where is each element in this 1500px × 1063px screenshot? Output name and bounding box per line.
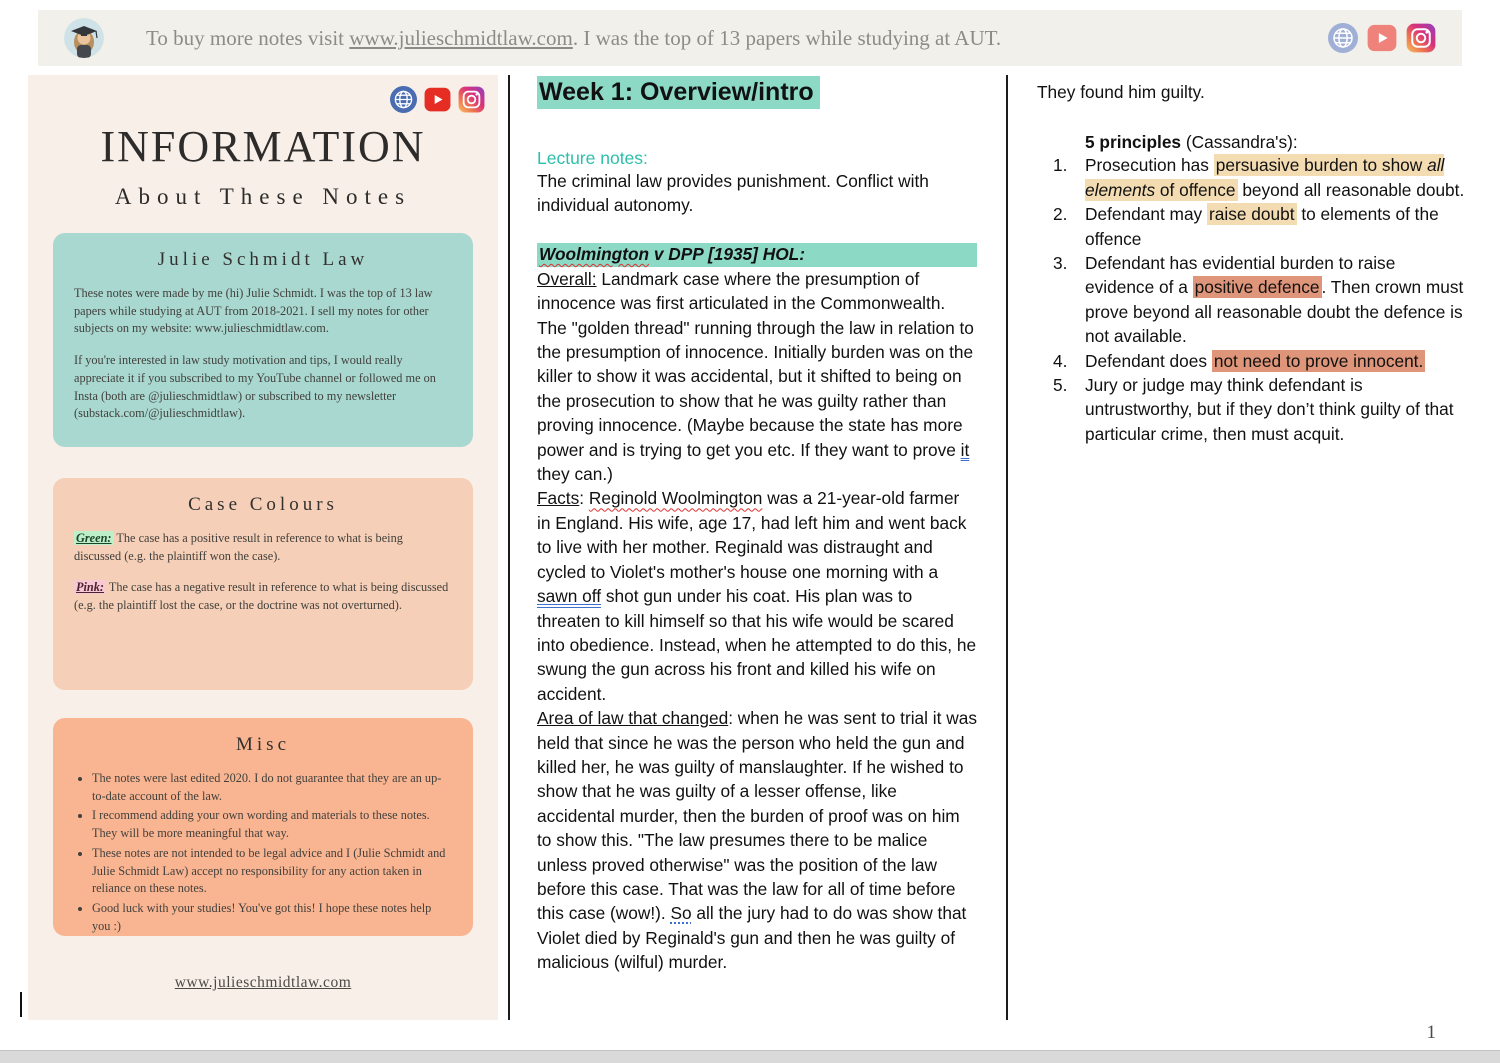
- overall-label: Overall:: [537, 268, 597, 289]
- info-subtitle: About These Notes: [114, 184, 412, 209]
- principles-heading-rest: (Cassandra's):: [1181, 132, 1298, 153]
- about-card-paragraph: If you're interested in law study motivation and tips, I would really appreciate it if you subscribed to my YouTube channel or followed me on Insta (both are @julieschmidtlaw) or subscribed to my newsletter (substack.com/@julieschmidtlaw).: [74, 353, 436, 421]
- window-bottom-strip: [0, 1050, 1500, 1063]
- youtube-icon[interactable]: [424, 86, 451, 113]
- promo-banner: [38, 10, 1462, 66]
- week-title: [537, 78, 977, 107]
- principle-text: . Then crown must prove beyond all reasonable doubt the defence is not available.: [1085, 277, 1464, 347]
- green-label: Green:: [76, 531, 112, 545]
- about-card-title: Julie Schmidt Law: [157, 249, 369, 270]
- text-cursor: [20, 992, 22, 1017]
- principle-item: [1037, 202, 1465, 251]
- case-heading: [537, 243, 977, 267]
- week-title-text: Week 1: Overview/intro: [537, 76, 820, 109]
- area-of-law-text: : when he was sent to trial it was held that since he was the person who held the gun and killed her, he was guilty of manslaughter. If he wished to show that he was guilty of a lesser offense, like accidental murder, then the burden of proof was on him to show this. "The law presumes there to be malice unless proved otherwise" was the position of the law before this case. That was the law for all of time before this case (wow!).: [537, 708, 977, 924]
- grammar-mark: sawn off: [537, 586, 602, 607]
- facts-text: shot gun under his coat. His plan was to threaten to kill himself so that his wife would be scared into obedience. Instead, when he attempted to do this, he swung the gun across his front and killed his wife on accident.: [537, 586, 977, 704]
- overall-paragraph: [537, 267, 977, 487]
- misc-bullet-list: [74, 770, 452, 935]
- banner-website-link[interactable]: www.julieschmidtlaw.com: [349, 25, 573, 50]
- area-of-law-text: all the jury had to do was show that Violet died by Reginald's gun and then he was guilty of malicious (wilful) murder.: [537, 903, 967, 973]
- notes-main-column: [537, 78, 977, 975]
- banner-text: [146, 26, 1001, 51]
- avatar: [64, 18, 104, 58]
- page-number: 1: [1426, 1022, 1436, 1043]
- column-divider: [1006, 75, 1008, 1020]
- globe-icon[interactable]: [1328, 23, 1358, 53]
- overall-text: they can.): [537, 464, 613, 485]
- principles-heading-bold: 5 principles: [1085, 132, 1182, 153]
- banner-text-before: To buy more notes visit: [146, 25, 350, 50]
- about-card: [53, 233, 473, 447]
- principle-text: Defendant does: [1085, 350, 1212, 371]
- misc-bullet: • These notes are not intended to be legal advice and I (Julie Schmidt and Julie Schmidt Law) accept no responsibility for any action taken in reliance on these notes.: [92, 845, 452, 898]
- green-definition: [74, 530, 452, 565]
- lecture-notes-text: The criminal law provides punishment. Conflict with individual autonomy.: [537, 171, 929, 216]
- case-colours-title: Case Colours: [188, 494, 338, 515]
- case-name-misspelled: Woolmington: [539, 243, 650, 264]
- principle-text: Prosecution has: [1085, 155, 1214, 176]
- principle-item: [1037, 373, 1465, 446]
- tan-highlight: raise doubt: [1209, 204, 1295, 225]
- verdict-text: They found him guilty.: [1037, 82, 1205, 102]
- case-heading-rest: v DPP [1935] HOL:: [649, 243, 805, 264]
- footer-website-link[interactable]: www.julieschmidtlaw.com: [174, 974, 352, 991]
- pink-definition: [74, 579, 452, 614]
- case-colours-card: [53, 478, 473, 690]
- column-divider: [508, 75, 510, 1020]
- facts-label: Facts: [537, 488, 580, 509]
- pink-label: Pink:: [76, 580, 105, 595]
- principle-text: persuasive burden to show: [1215, 155, 1428, 176]
- facts-text: :: [579, 488, 589, 509]
- principle-text: beyond all reasonable doubt.: [1237, 179, 1465, 200]
- globe-icon[interactable]: [390, 86, 417, 113]
- misc-card-title: Misc: [236, 734, 290, 755]
- salmon-highlight: not need to prove innocent.: [1213, 350, 1424, 371]
- facts-paragraph: [537, 486, 977, 706]
- area-of-law-label: Area of law that changed: [537, 708, 729, 729]
- green-text: The case has a positive result in reference to what is being discussed (e.g. the plaintiff won the case).: [74, 531, 403, 563]
- principles-column: [1037, 80, 1465, 446]
- info-title: INFORMATION: [100, 122, 426, 171]
- principle-text: to elements of the offence: [1085, 204, 1439, 249]
- pink-text: The case has a negative result in reference to what is being discussed (e.g. the plaintiff lost the case, or the doctrine was not overturned).: [74, 580, 449, 613]
- principles-heading: [1085, 132, 1465, 153]
- misc-card: [53, 718, 473, 936]
- salmon-highlight: positive defence: [1194, 277, 1320, 298]
- misc-bullet: • I recommend adding your own wording and materials to these notes. They will be more meaningful that way.: [92, 807, 452, 842]
- spellcheck-mark: Reginold Woolmington: [588, 488, 763, 509]
- instagram-icon[interactable]: [1406, 23, 1436, 53]
- grammar-mark: it: [960, 439, 970, 460]
- info-sidebar: [28, 75, 498, 1020]
- principle-item: [1037, 153, 1465, 202]
- principle-text: of offence: [1155, 179, 1236, 200]
- banner-text-after: . I was the top of 13 papers while studying at AUT.: [572, 25, 1002, 50]
- overall-text: Landmark case where the presumption of innocence was first articulated in the Commonwealth. The "golden thread" running through the law in relation to the presumption of innocence. Initially burden was on the killer to show it was accidental, but it shifted to being on the prosecution to show that he was guilty rather than proving innocence. (Maybe because the state has more power and is trying to get you etc. If they want to prove: [537, 268, 974, 460]
- lecture-notes-label: Lecture notes:: [537, 148, 648, 168]
- instagram-icon[interactable]: [458, 86, 485, 113]
- principle-text-italic: all elements: [1085, 155, 1445, 200]
- youtube-icon[interactable]: [1367, 23, 1397, 53]
- principle-text: Defendant has evidential burden to raise evidence of a: [1085, 253, 1396, 298]
- sidebar-social-icons: [390, 86, 485, 113]
- principle-text: Defendant may: [1085, 204, 1207, 225]
- about-card-paragraph: These notes were made by me (hi) Julie Schmidt. I was the top of 13 law papers while studying at AUT from 2018-2021. I sell my notes for other subjects on my website: www.julieschmidtlaw.com.: [74, 286, 433, 336]
- banner-social-icons: [1328, 23, 1436, 53]
- area-of-law-paragraph: [537, 706, 977, 974]
- principles-list: [1037, 153, 1465, 446]
- misc-bullet: • The notes were last edited 2020. I do not guarantee that they are an up-to-date account of the law.: [92, 770, 452, 805]
- facts-text: was a 21-year-old farmer in England. His wife, age 17, had left him and went back to live with her mother. Reginald was distraught and cycled to Violet's mother's house one morning with a: [537, 488, 967, 582]
- grammar-mark: So: [670, 903, 692, 924]
- misc-bullet: • Good luck with your studies! You've got this! I hope these notes help you :): [92, 900, 452, 935]
- principle-item: [1037, 251, 1465, 349]
- principle-text: Jury or judge may think defendant is untrustworthy, but if they don’t think guilty of that particular crime, then must acquit.: [1085, 375, 1454, 444]
- principle-item: [1037, 349, 1465, 373]
